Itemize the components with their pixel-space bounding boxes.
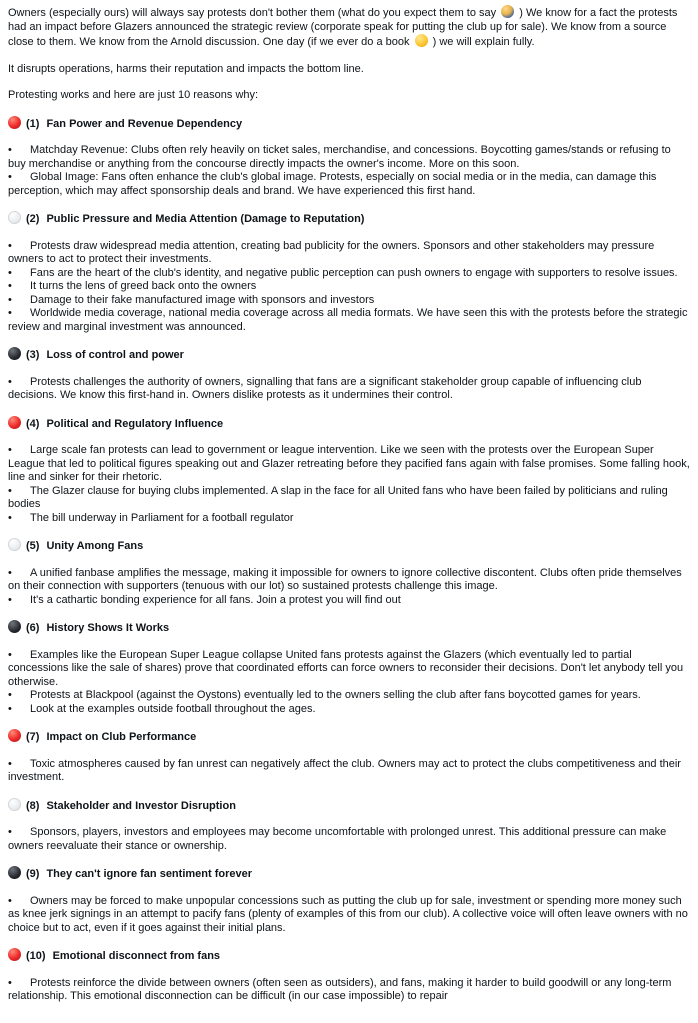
reason-section [8, 416, 690, 526]
bullet-item [8, 444, 690, 485]
bullet-text: Worldwide media coverage, national media coverage across all media formats. We have seen this with the protests before the strategic review and marginal investment was announced. [8, 307, 688, 333]
section-number: (10) [26, 950, 46, 962]
section-heading [8, 211, 690, 227]
bullet-item [8, 512, 690, 526]
section-title: Loss of control and power [46, 349, 184, 361]
bullet-text: Look at the examples outside football throughout the ages. [30, 702, 316, 715]
section-number: (1) [26, 117, 40, 130]
reason-section [8, 347, 690, 403]
bullet-icon: • [8, 144, 12, 156]
black-circle-icon [8, 620, 21, 633]
section-heading [8, 116, 690, 132]
red-circle-icon [8, 116, 21, 129]
bullet-icon: • [8, 375, 12, 388]
section-number: (4) [26, 417, 40, 430]
bullet-item [8, 649, 690, 690]
black-circle-icon [8, 347, 21, 360]
bullet-text: The bill underway in Parliament for a football regulator [30, 511, 294, 524]
section-number: (8) [26, 799, 40, 812]
section-heading [8, 948, 690, 964]
bullet-item [8, 307, 690, 334]
section-title: Political and Regulatory Influence [46, 417, 224, 430]
reason-section [8, 211, 690, 334]
bullet-text: Protests challenges the authority of owners, signalling that fans are a significant stakeholder group capable of influencing club decisions. We know this first-hand in. Owners dislike protests as it undermines their control. [8, 375, 642, 401]
reason-section [8, 116, 690, 199]
bullet-item [8, 826, 690, 853]
red-circle-icon [8, 729, 21, 742]
white-circle-icon [8, 538, 21, 551]
section-heading [8, 347, 690, 363]
section-number: (5) [26, 540, 40, 552]
bullet-icon: • [8, 976, 12, 989]
section-title: Impact on Club Performance [46, 731, 197, 743]
bullet-text: Owners may be forced to make unpopular concessions such as putting the club up for sale, investment or spending more money such as knee jerk signings in an attempt to pacify fans (plenty of examples of this from our club). A collective voice will often leave owners with no choice but to act, even if it goes against their initial plans. [8, 894, 688, 934]
bullet-text: It's a cathartic bonding experience for all fans. Join a protest you will find out [30, 593, 401, 606]
bullet-icon: • [8, 293, 12, 306]
bullet-item [8, 280, 690, 294]
bullet-item [8, 594, 690, 608]
bullet-icon: • [8, 757, 12, 770]
shrug-emoji [501, 5, 514, 18]
bullet-icon: • [8, 702, 12, 715]
bullet-text: Protests draw widespread media attention, creating bad publicity for the owners. Sponsors and other stakeholders may pressure owners to act to protect their investments. [8, 239, 655, 265]
section-heading [8, 729, 690, 745]
bullet-item [8, 703, 690, 717]
section-heading [8, 866, 690, 882]
bullet-item [8, 485, 690, 512]
section-title: Unity Among Fans [46, 540, 144, 552]
reason-section [8, 798, 690, 854]
bullet-item [8, 689, 690, 703]
bullet-text: It turns the lens of greed back onto the owners [30, 280, 257, 292]
bullet-item [8, 144, 690, 171]
laughing-emoji [415, 34, 428, 47]
black-circle-icon [8, 866, 21, 879]
section-number: (9) [26, 868, 40, 880]
bullet-icon: • [8, 566, 12, 579]
bullet-icon: • [8, 239, 12, 252]
intro-paragraph: Protesting works and here are just 10 reasons why: [8, 89, 259, 101]
section-heading [8, 538, 690, 554]
bullet-text: A unified fanbase amplifies the message, making it impossible for owners to ignore collective discontent. Clubs often pride themselves on their connection with supporters (tenuous with our lot) so sustained protests challenge this image. [8, 566, 682, 592]
bullet-item [8, 240, 690, 267]
bullet-item [8, 171, 690, 198]
intro [8, 5, 690, 103]
bullet-icon: • [8, 444, 12, 456]
bullet-text: Global Image: Fans often enhance the club's global image. Protests, especially on social media or in the media, can damage this perception, which may affect sponsorship deals and brand. We have experienced this first hand. [8, 171, 657, 197]
sections [8, 116, 690, 1004]
section-title: Fan Power and Revenue Dependency [46, 117, 243, 130]
section-number: (7) [26, 731, 40, 743]
bullet-text: Large scale fan protests can lead to government or league intervention. Like we seen with the protests over the European Super League that led to political figures speaking out and Glazer retreating before they pacified fans again with false promises. Some falling hook, line and sinker for their rhetoric. [8, 444, 690, 483]
bullet-text: The Glazer clause for buying clubs implemented. A slap in the face for all United fans who have been failed by politicians and ruling bodies [8, 484, 668, 510]
bullet-text: Protests at Blackpool (against the Oystons) eventually led to the owners selling the club after fans boycotted games for years. [30, 689, 641, 701]
white-circle-icon [8, 798, 21, 811]
reason-section [8, 538, 690, 607]
bullet-item [8, 376, 690, 403]
section-title: They can't ignore fan sentiment forever [46, 868, 253, 880]
bullet-text: Sponsors, players, investors and employees may become uncomfortable with prolonged unrest. This additional pressure can make owners reevaluate their stance or ownership. [8, 826, 667, 852]
reason-section [8, 729, 690, 785]
section-number: (3) [26, 349, 40, 361]
bullet-icon: • [8, 280, 12, 292]
section-number: (2) [26, 213, 40, 225]
bullet-text: Damage to their fake manufactured image with sponsors and investors [30, 293, 375, 306]
bullet-icon: • [8, 266, 12, 279]
bullet-icon: • [8, 894, 12, 907]
bullet-item [8, 567, 690, 594]
bullet-text: Protests reinforce the divide between owners (often seen as outsiders), and fans, making it harder to build goodwill or any long-term relationship. This emotional disconnection can be difficult (in our case impossible) to repair [8, 976, 672, 1002]
section-title: Emotional disconnect from fans [52, 950, 221, 962]
bullet-item [8, 895, 690, 936]
intro-paragraph: Owners (especially ours) will always say protests don't bother them (what do you expect them to say ) We know for a fact the protests had an impact before Glazers announced the strategic review (corporate speak for putting the club up for sale). We know from a source close to them. We know from the Arnold discussion. One day (if we ever do a book ) we will explain fully. [8, 7, 678, 48]
bullet-icon: • [8, 826, 12, 838]
bullet-icon: • [8, 689, 12, 701]
bullet-item [8, 758, 690, 785]
bullet-item [8, 977, 690, 1004]
bullet-icon: • [8, 648, 12, 661]
bullet-icon: • [8, 171, 12, 183]
bullet-icon: • [8, 593, 12, 606]
section-title: Stakeholder and Investor Disruption [46, 799, 236, 812]
bullet-icon: • [8, 307, 12, 319]
section-title: History Shows It Works [46, 622, 170, 634]
section-number: (6) [26, 622, 40, 634]
reason-section [8, 866, 690, 935]
bullet-text: Fans are the heart of the club's identity, and negative public perception can push owners to engage with supporters to resolve issues. [30, 266, 678, 279]
red-circle-icon [8, 416, 21, 429]
section-title: Public Pressure and Media Attention (Damage to Reputation) [46, 213, 365, 225]
reason-section [8, 620, 690, 716]
bullet-text: Examples like the European Super League collapse United fans protests against the Glazers (which eventually led to partial concessions like the sale of shares) prove that coordinated efforts can force owners to reconsider their decisions. Don't let anybody tell you otherwise. [8, 648, 684, 688]
bullet-icon: • [8, 484, 12, 497]
white-circle-icon [8, 211, 21, 224]
bullet-text: Toxic atmospheres caused by fan unrest can negatively affect the club. Owners may act to protect the clubs competitiveness and their investment. [8, 757, 681, 783]
red-circle-icon [8, 948, 21, 961]
section-heading [8, 416, 690, 432]
bullet-item [8, 294, 690, 308]
bullet-item [8, 267, 690, 281]
bullet-icon: • [8, 511, 12, 524]
bullet-text: Matchday Revenue: Clubs often rely heavily on ticket sales, merchandise, and concessions. Boycotting games/stands or refusing to buy merchandise or anything from the concourse directly impacts the owner's income. More on this soon. [8, 144, 671, 170]
intro-paragraph: It disrupts operations, harms their reputation and impacts the bottom line. [8, 62, 364, 75]
reason-section [8, 948, 690, 1004]
section-heading [8, 620, 690, 636]
section-heading [8, 798, 690, 814]
